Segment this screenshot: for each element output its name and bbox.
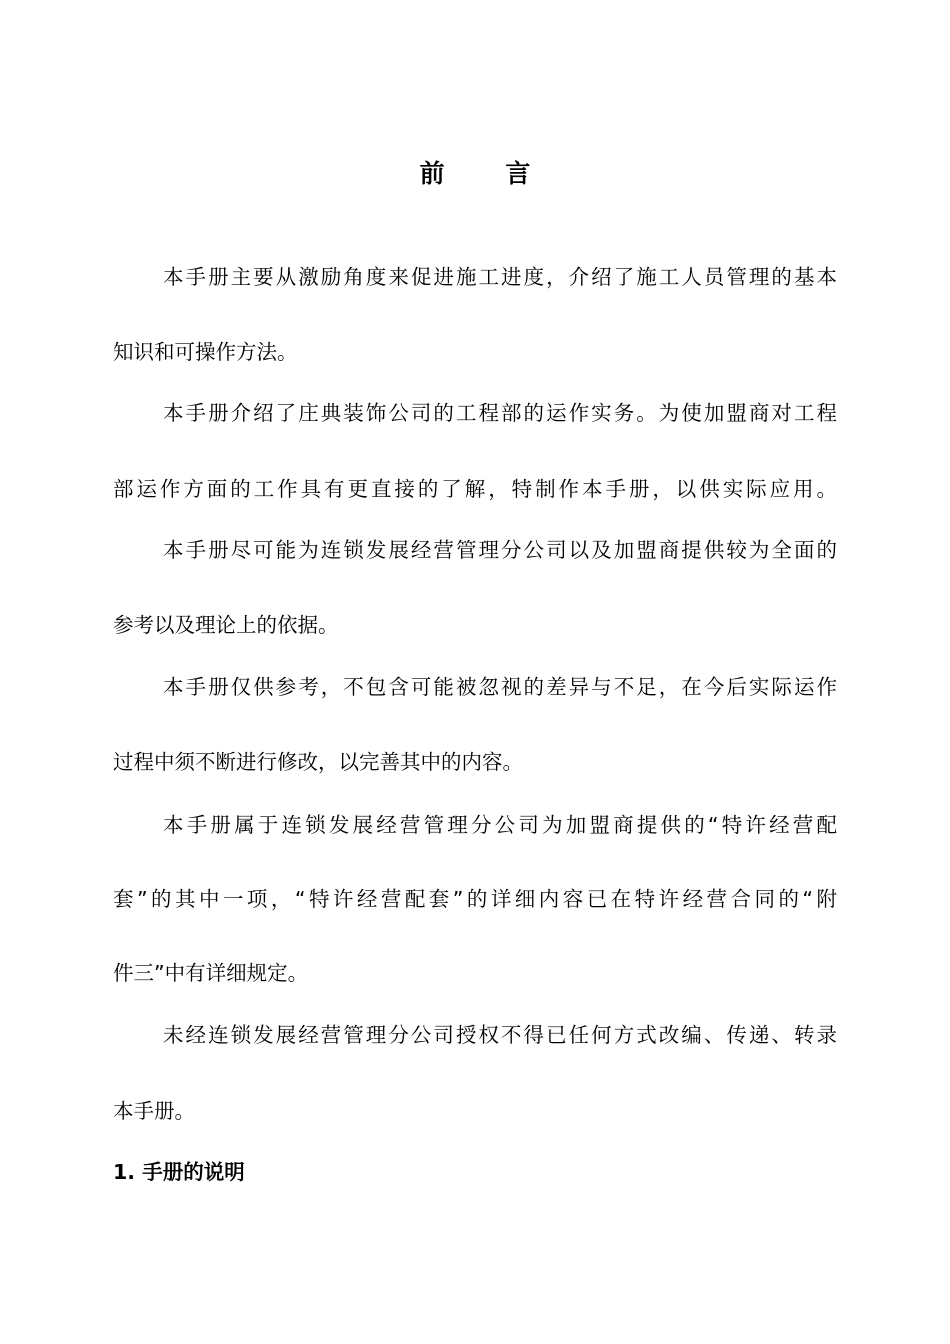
paragraph-3-line-1: 本手册尽可能为连锁发展经营管理分公司以及加盟商提供较为全面的: [163, 538, 837, 562]
paragraph-2-line-1: 本手册介绍了庄典装饰公司的工程部的运作实务。为使加盟商对工程: [163, 401, 837, 425]
paragraph-6-line-1: 未经连锁发展经营管理分公司授权不得已任何方式改编、传递、转录: [163, 1023, 837, 1047]
paragraph-1-line-2: 知识和可操作方法。: [113, 340, 298, 364]
paragraph-2-line-2: 部运作方面的工作具有更直接的了解，特制作本手册，以供实际应用。: [113, 477, 837, 501]
paragraph-1-line-1: 本手册主要从激励角度来促进施工进度，介绍了施工人员管理的基本: [163, 265, 837, 289]
paragraph-4-line-2: 过程中须不断进行修改，以完善其中的内容。: [113, 750, 523, 774]
paragraph-3-line-2: 参考以及理论上的依据。: [113, 613, 339, 637]
paragraph-5-line-2: 套”的其中一项，“特许经营配套”的详细内容已在特许经营合同的“附: [113, 887, 837, 911]
paragraph-4-line-1: 本手册仅供参考，不包含可能被忽视的差异与不足，在今后实际运作: [163, 675, 837, 699]
page-title: 前 言: [419, 159, 557, 188]
paragraph-5-line-3: 件三”中有详细规定。: [113, 961, 309, 985]
paragraph-6-line-2: 本手册。: [113, 1099, 195, 1123]
section-heading: 1. 手册的说明: [113, 1160, 245, 1184]
paragraph-5-line-1: 本手册属于连锁发展经营管理分公司为加盟商提供的“特许经营配: [163, 813, 837, 837]
